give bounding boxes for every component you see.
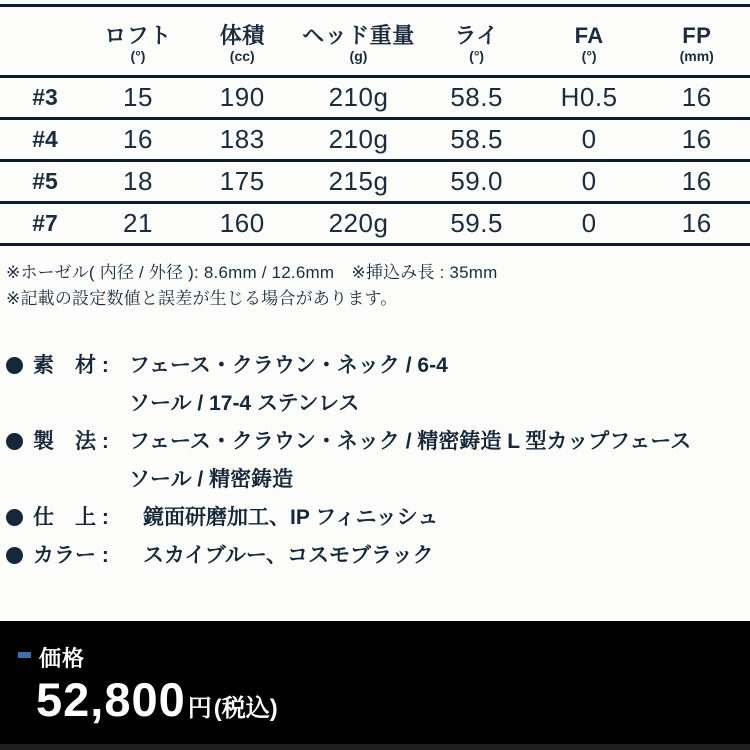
price-label-row	[36, 642, 750, 673]
head-weight-cell: 210g	[328, 82, 389, 112]
lie-cell: 59.5	[450, 208, 503, 238]
spec-value-method	[129, 423, 750, 499]
spec-line: 鏡面研磨加工、IP フィニッシュ	[143, 505, 439, 529]
header-fa-unit: (°)	[581, 47, 597, 64]
note-hosel: ※ホーゼル( 内径 / 外径 ): 8.6mm / 12.6mm ※挿込み長 : 35mm	[6, 263, 498, 282]
spec-label-finish: 仕 上 :	[33, 505, 109, 529]
header-loft-label: ロフト	[104, 22, 172, 48]
price-section	[0, 621, 750, 744]
fp-cell: 16	[681, 82, 712, 112]
spec-value-color	[129, 537, 750, 575]
table-row	[0, 77, 750, 119]
fa-cell: 0	[581, 208, 597, 238]
bullet-icon	[6, 433, 23, 450]
spec-value-material	[129, 347, 750, 423]
spec-line: フェース・クラウン・ネック / 精密鋳造 L 型カップフェース	[129, 429, 692, 453]
lie-cell: 59.0	[450, 166, 503, 196]
spec-line: スカイブルー、コスモブラック	[143, 543, 434, 567]
lie-cell: 58.5	[450, 82, 503, 112]
club-cell: #4	[32, 126, 58, 152]
header-head-weight-unit: (g)	[349, 47, 368, 64]
lie-cell: 58.5	[450, 124, 503, 154]
price-label: 価格	[39, 646, 86, 671]
bullet-icon	[6, 547, 23, 564]
header-lie-label: ライ	[454, 22, 499, 48]
fp-cell: 16	[681, 166, 712, 196]
header-loft-unit: (°)	[130, 47, 146, 64]
spec-item-finish	[4, 499, 750, 537]
price-dash-icon	[18, 652, 31, 658]
header-volume	[186, 6, 299, 77]
header-head-weight-label: ヘッド重量	[302, 22, 415, 48]
spec-item-material	[4, 347, 750, 423]
header-club	[0, 6, 90, 77]
price-currency: 円	[187, 695, 212, 722]
club-cell: #3	[32, 84, 58, 110]
spec-item-color	[4, 537, 750, 575]
loft-cell: 16	[123, 124, 153, 154]
spec-line: フェース・クラウン・ネック / 6-4	[129, 353, 448, 377]
spec-line: ソール / 精密鋳造	[129, 467, 294, 491]
fp-cell: 16	[681, 208, 712, 238]
header-loft	[90, 6, 186, 77]
bottom-strip	[0, 744, 750, 750]
bullet-icon	[6, 357, 23, 374]
loft-cell: 21	[123, 208, 153, 238]
table-row	[0, 119, 750, 161]
spec-label-method: 製 法 :	[33, 429, 109, 453]
header-fa-label: FA	[574, 22, 604, 48]
head-weight-cell: 220g	[328, 208, 389, 238]
header-lie-unit: (°)	[469, 47, 485, 64]
volume-cell: 190	[219, 82, 265, 112]
volume-cell: 183	[219, 124, 265, 154]
price-tax-note: (税込)	[213, 695, 278, 722]
club-cell: #5	[32, 168, 58, 194]
table-header-row	[0, 6, 750, 77]
spec-item-method	[4, 423, 750, 499]
price-amount-row	[36, 673, 750, 727]
head-weight-cell: 215g	[328, 166, 389, 196]
fa-cell: 0	[581, 166, 597, 196]
header-fp-label: FP	[682, 22, 712, 48]
fa-cell: 0	[581, 124, 597, 154]
spec-label-color: カラー :	[33, 543, 109, 567]
loft-cell: 15	[123, 82, 153, 112]
spec-list	[4, 347, 750, 575]
note-tolerance: ※記載の設定数値と誤差が生じる場合があります。	[6, 289, 398, 309]
spec-line: ソール / 17-4 ステンレス	[129, 391, 360, 415]
header-fa	[535, 6, 644, 77]
table-row	[0, 203, 750, 245]
head-weight-cell: 210g	[328, 124, 389, 154]
fp-cell: 16	[681, 124, 712, 154]
loft-cell: 18	[123, 166, 153, 196]
spec-value-finish	[129, 499, 750, 537]
fa-cell: H0.5	[560, 82, 618, 112]
header-volume-unit: (cc)	[229, 47, 255, 64]
header-head-weight	[299, 6, 419, 77]
bullet-icon	[6, 509, 23, 526]
club-cell: #7	[32, 210, 58, 236]
volume-cell: 175	[219, 166, 265, 196]
volume-cell: 160	[219, 208, 265, 238]
table-row	[0, 161, 750, 203]
spec-table	[0, 4, 750, 246]
spec-label-material: 素 材 :	[33, 353, 109, 377]
header-volume-label: 体積	[219, 22, 265, 48]
header-lie	[419, 6, 535, 77]
header-fp-unit: (mm)	[679, 47, 714, 64]
price-amount: 52,800	[36, 673, 186, 726]
header-fp	[644, 6, 750, 77]
footnotes	[6, 260, 750, 313]
